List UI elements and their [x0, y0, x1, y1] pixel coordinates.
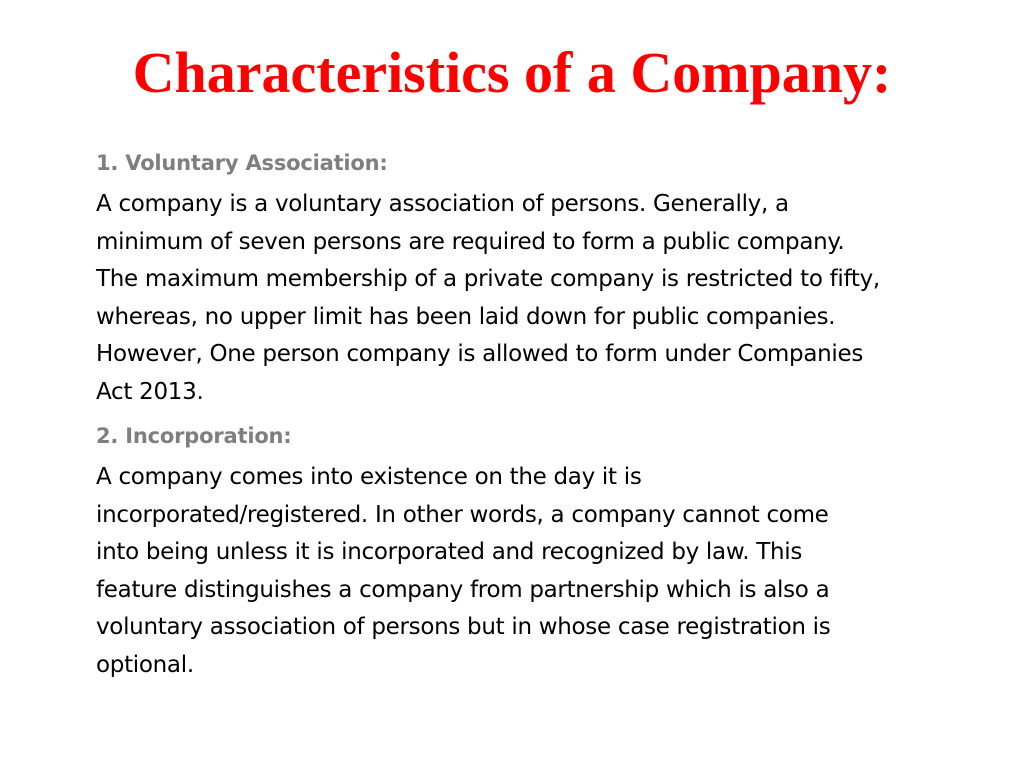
section-paragraph-incorporation — [96, 459, 986, 684]
paragraph-line: feature distinguishes a company from partnership which is also a — [96, 576, 830, 603]
paragraph-line: The maximum membership of a private company is restricted to fifty, — [96, 266, 880, 292]
paragraph-line: optional. — [96, 651, 194, 678]
paragraph-line: Act 2013. — [96, 378, 204, 405]
paragraph-line: minimum of seven persons are required to form a public company. — [96, 228, 845, 255]
paragraph-line: A company comes into existence on the day it is — [96, 464, 642, 490]
slide-body — [96, 146, 986, 692]
section-paragraph-voluntary-association — [96, 186, 986, 411]
paragraph-line: into being unless it is incorporated and recognized by law. This — [96, 539, 803, 565]
paragraph-line: whereas, no upper limit has been laid down for public companies. — [96, 303, 836, 330]
section-heading-voluntary-association: 1. Voluntary Association: — [96, 151, 388, 175]
section-heading-incorporation: 2. Incorporation: — [96, 424, 292, 448]
paragraph-line: However, One person company is allowed to form under Companies — [96, 341, 864, 367]
paragraph-line: A company is a voluntary association of persons. Generally, a — [96, 191, 789, 217]
paragraph-line: voluntary association of persons but in whose case registration is — [96, 614, 831, 640]
slide-title: Characteristics of a Company: — [132, 40, 892, 105]
paragraph-line: incorporated/registered. In other words, a company cannot come — [96, 501, 829, 528]
